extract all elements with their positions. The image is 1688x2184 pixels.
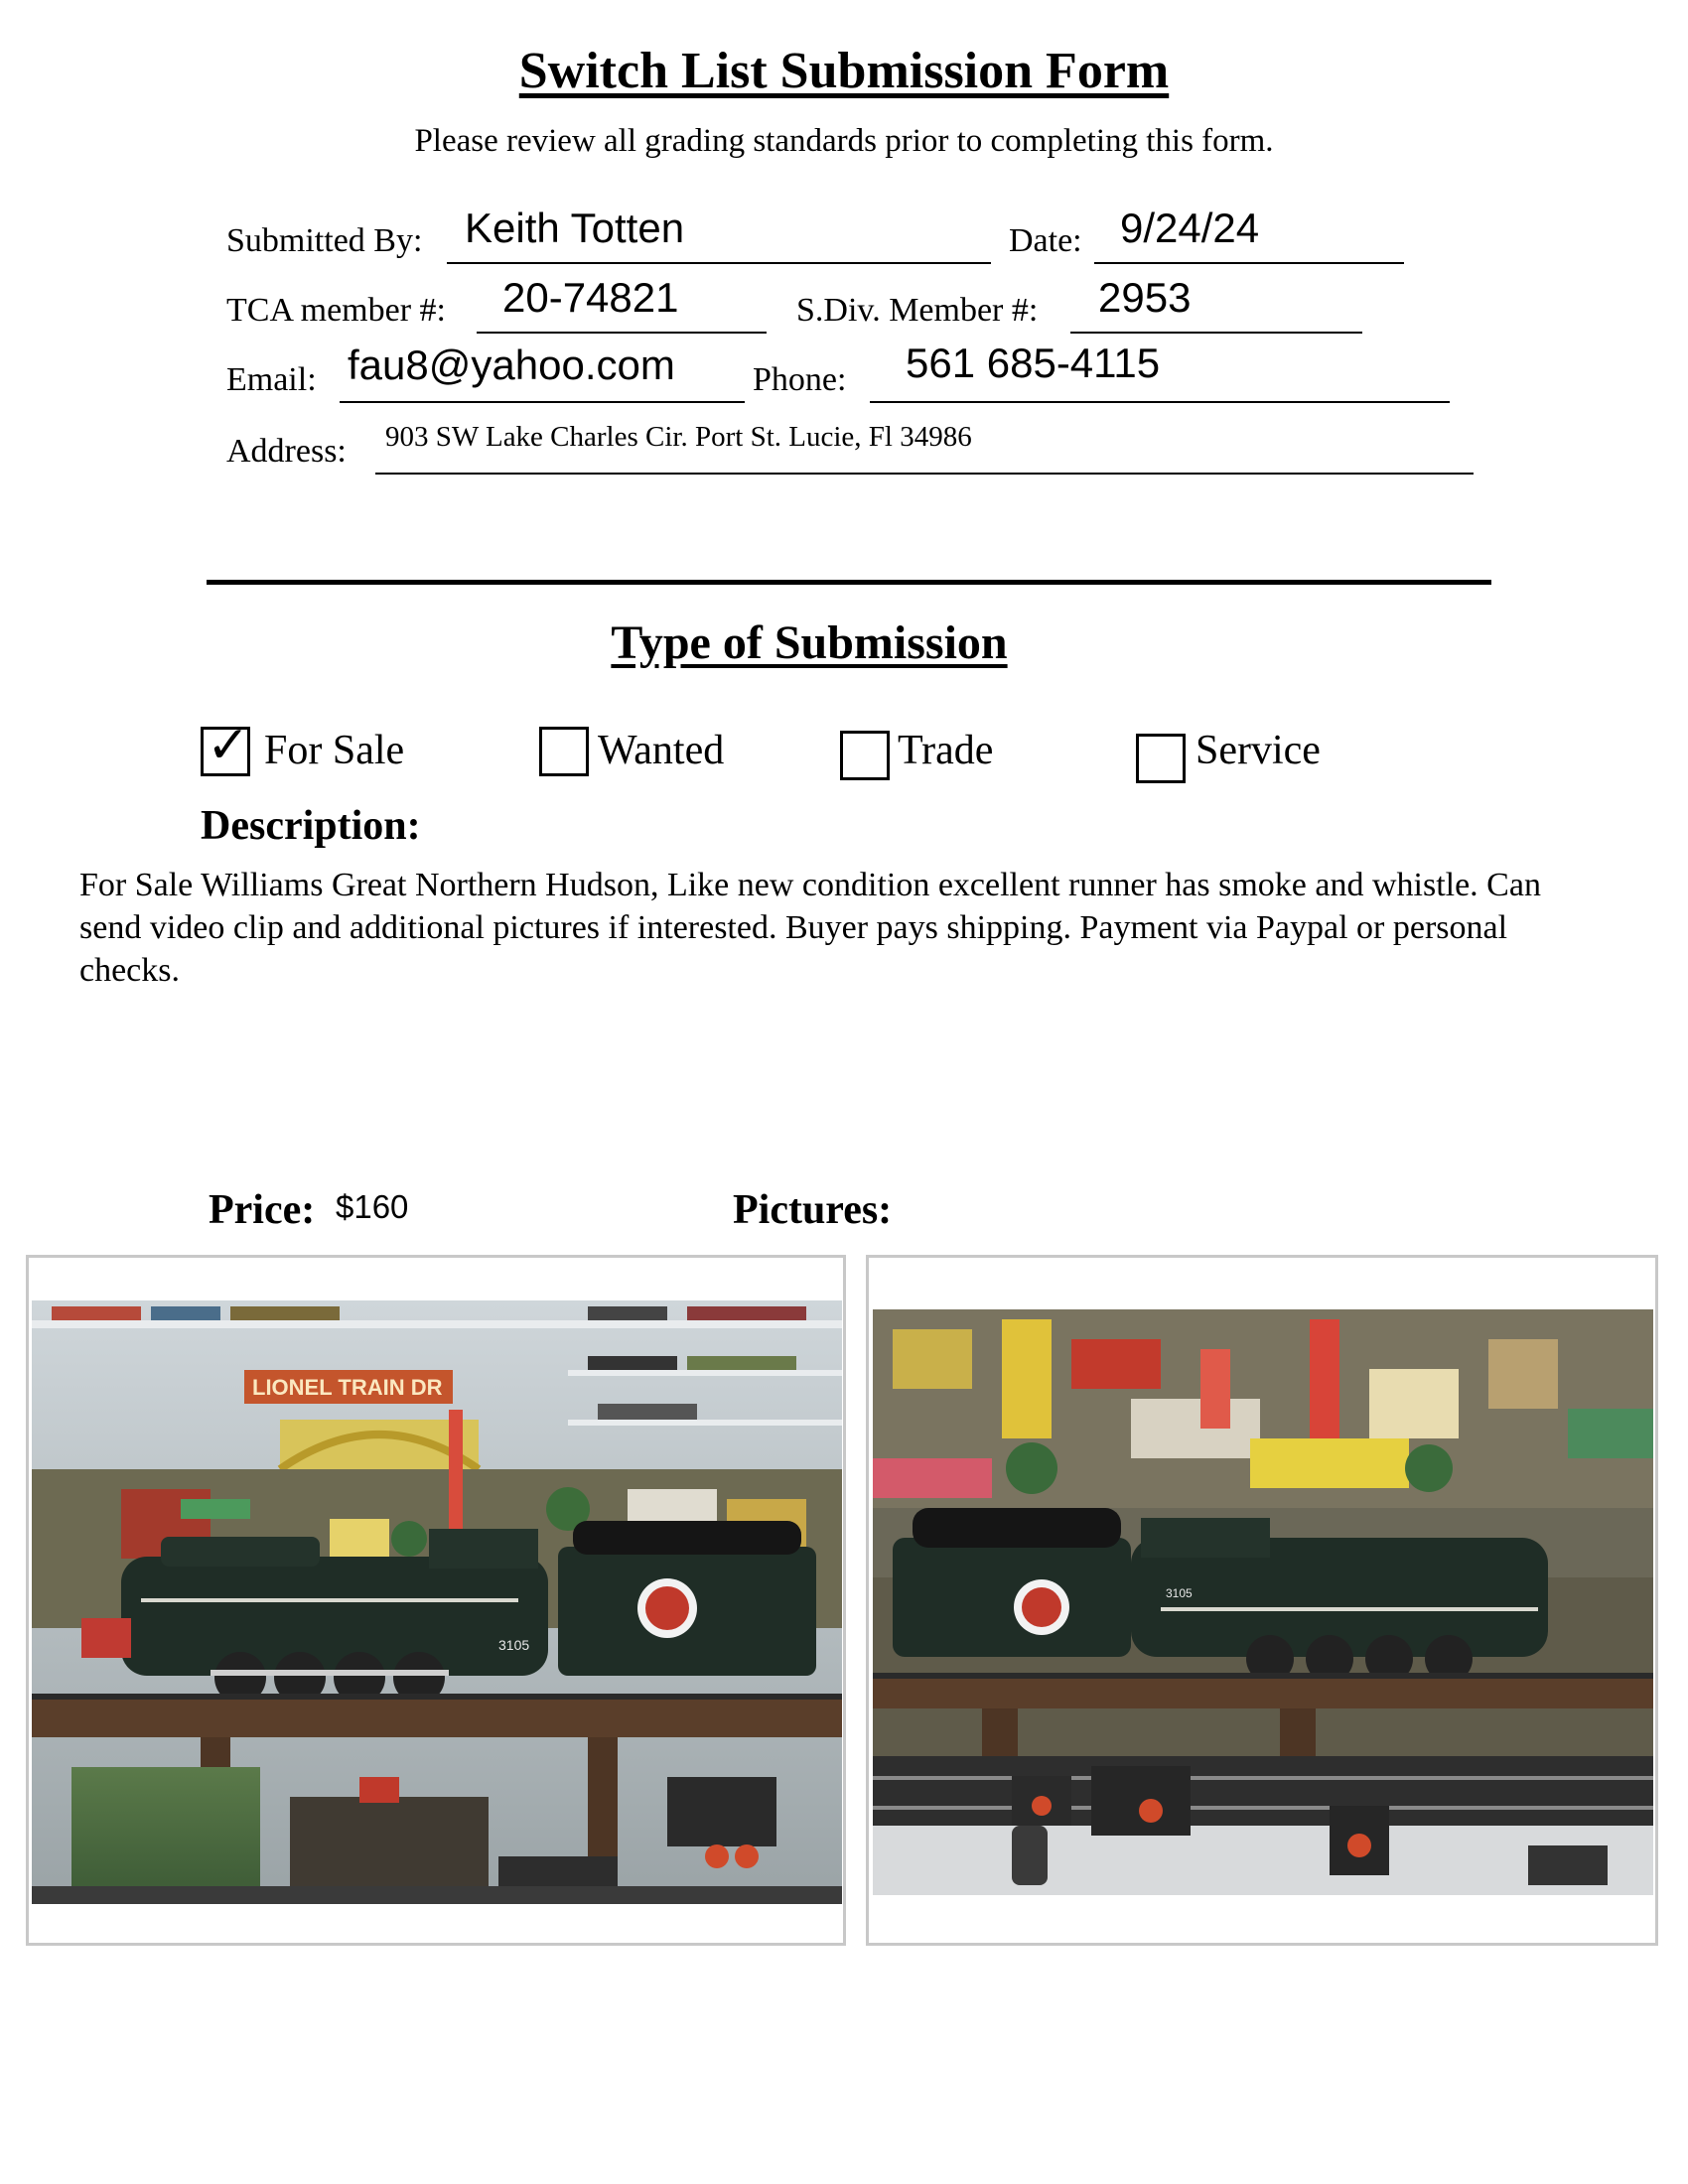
section-divider: [207, 580, 1491, 585]
trade-label: Trade: [898, 728, 994, 773]
sdiv-member-line: [1070, 332, 1362, 334]
locomotive-photo-2: [873, 1309, 1653, 1895]
address-line: [375, 473, 1474, 475]
photo-frame-1: [26, 1255, 846, 1946]
locomotive-number-text: 3105: [498, 1637, 530, 1653]
form-title: Switch List Submission Form: [518, 43, 1170, 99]
address-field[interactable]: 903 SW Lake Charles Cir. Port St. Lucie, Fl 34986: [385, 421, 972, 453]
trade-checkbox[interactable]: [840, 731, 890, 780]
email-label: Email:: [226, 361, 317, 398]
tca-member-field[interactable]: 20-74821: [502, 274, 679, 321]
wanted-label: Wanted: [598, 728, 725, 773]
phone-label: Phone:: [753, 361, 847, 398]
date-label: Date:: [1009, 222, 1082, 259]
email-field[interactable]: fau8@yahoo.com: [348, 341, 675, 388]
submitted-by-label: Submitted By:: [226, 222, 423, 259]
service-checkbox[interactable]: [1136, 734, 1186, 783]
address-label: Address:: [226, 433, 347, 470]
price-value: $160: [336, 1188, 409, 1225]
checkmark-icon: ✓: [207, 716, 250, 775]
description-text: For Sale Williams Great Northern Hudson, Like new condition excellent runner has smoke and whistle. Can send video clip and additional pictures if interested. Buyer pays shipping. Payment via Paypal or personal checks.: [79, 867, 1541, 989]
lionel-sign-text: LIONEL TRAIN DR: [252, 1375, 443, 1400]
locomotive-photo-1: [32, 1300, 842, 1904]
locomotive-number-text-2: 3105: [1166, 1586, 1193, 1600]
submitted-by-field[interactable]: Keith Totten: [465, 205, 685, 251]
date-field[interactable]: 9/24/24: [1120, 205, 1260, 251]
pictures-label: Pictures:: [733, 1187, 893, 1233]
photo-frame-2: [866, 1255, 1658, 1946]
tca-member-line: [477, 332, 767, 334]
phone-line: [870, 401, 1450, 403]
sdiv-member-field[interactable]: 2953: [1098, 274, 1192, 321]
for-sale-checkbox[interactable]: [201, 716, 250, 776]
phone-field[interactable]: 561 685-4115: [906, 340, 1161, 386]
email-line: [340, 401, 745, 403]
form-subtitle: Please review all grading standards prior to completing this form.: [414, 123, 1274, 159]
submitted-by-line: [447, 262, 991, 264]
description-heading: Description:: [201, 803, 421, 849]
sdiv-member-label: S.Div. Member #:: [796, 292, 1039, 329]
service-label: Service: [1196, 728, 1321, 773]
tca-member-label: TCA member #:: [226, 292, 446, 329]
wanted-checkbox[interactable]: [539, 727, 589, 776]
submission-type-heading: Type of Submission: [611, 616, 1008, 669]
for-sale-label: For Sale: [264, 728, 405, 773]
date-line: [1094, 262, 1404, 264]
price-label: Price:: [209, 1187, 316, 1233]
